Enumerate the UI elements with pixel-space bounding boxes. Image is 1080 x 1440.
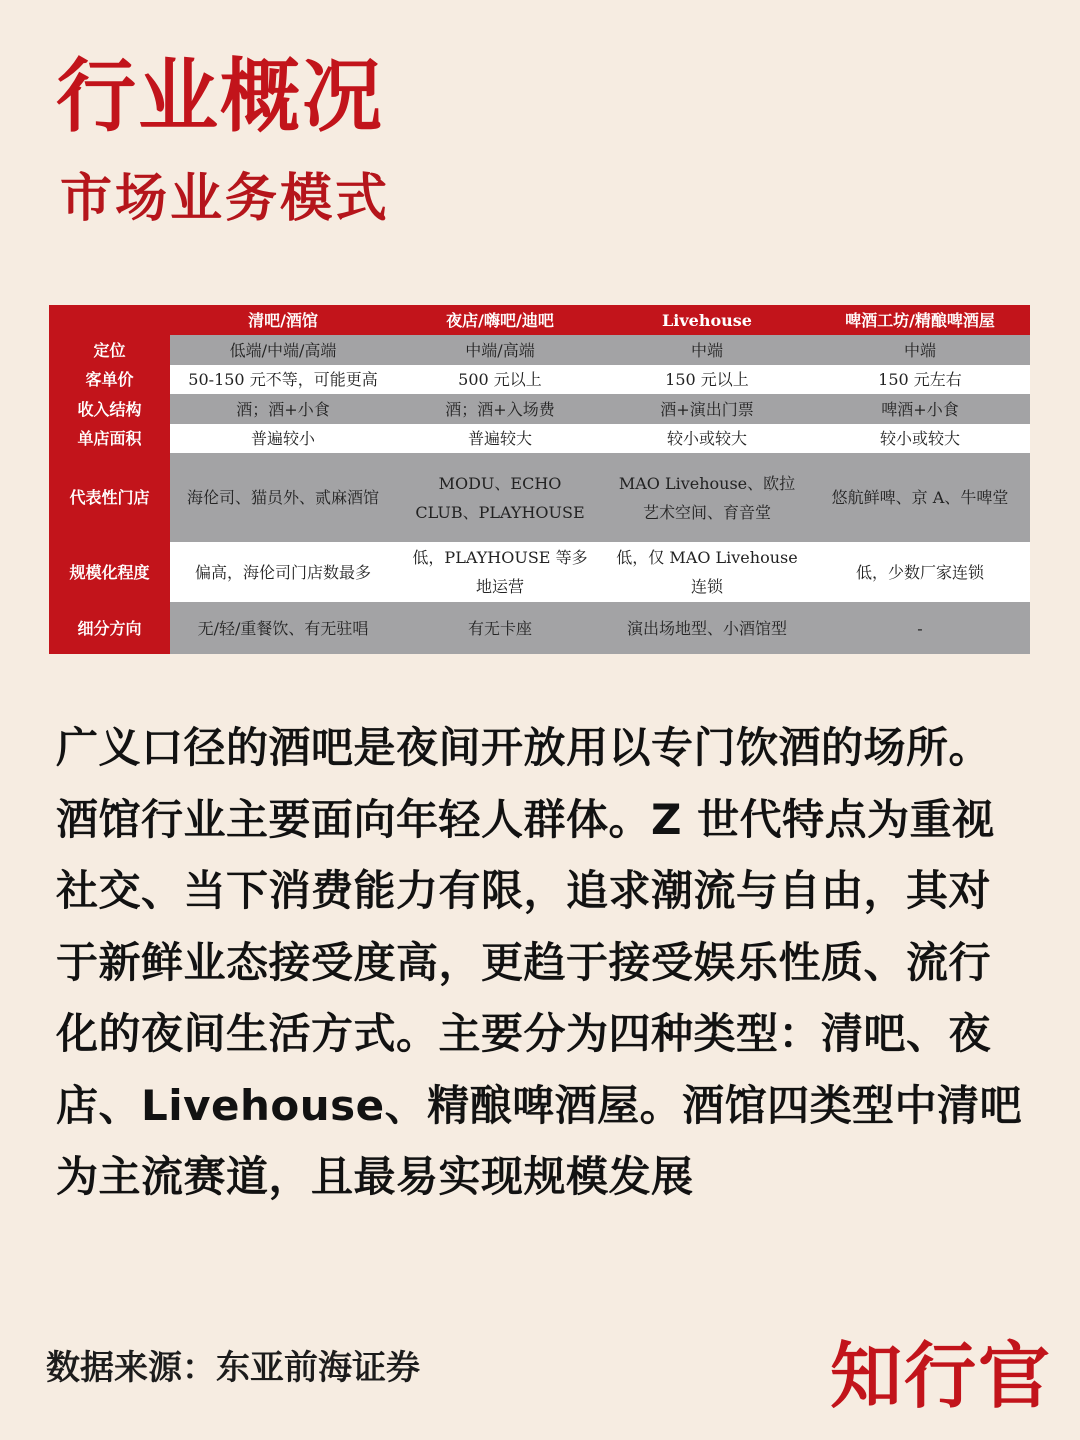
table-row bbox=[49, 335, 1030, 365]
table-row bbox=[49, 453, 1030, 542]
table-cell: 酒；酒+小食 bbox=[170, 394, 396, 424]
data-source: 数据来源：东亚前海证券 bbox=[46, 1348, 420, 1388]
table-cell: 啤酒+小食 bbox=[810, 394, 1030, 424]
comparison-table bbox=[49, 305, 1030, 654]
column-header-livehouse: Livehouse bbox=[604, 305, 810, 335]
table-header-row bbox=[49, 305, 1030, 335]
table-cell: 150 元以上 bbox=[604, 365, 810, 394]
table-cell: 低，PLAYHOUSE 等多地运营 bbox=[396, 542, 604, 602]
table-cell: 海伦司、猫员外、贰麻酒馆 bbox=[170, 453, 396, 542]
table-cell: 无/轻/重餐饮、有无驻唱 bbox=[170, 602, 396, 654]
table-cell: 较小或较大 bbox=[810, 424, 1030, 453]
table-cell: 酒；酒+入场费 bbox=[396, 394, 604, 424]
brand-logo: 知行官 bbox=[829, 1333, 1052, 1418]
table-cell: 中端 bbox=[810, 335, 1030, 365]
table-cell: 低，仅 MAO Livehouse 连锁 bbox=[604, 542, 810, 602]
table-cell: 中端/高端 bbox=[396, 335, 604, 365]
row-label: 规模化程度 bbox=[49, 542, 170, 602]
table-row bbox=[49, 424, 1030, 453]
row-label: 定位 bbox=[49, 335, 170, 365]
column-header-nightclub: 夜店/嗨吧/迪吧 bbox=[396, 305, 604, 335]
table-cell: 有无卡座 bbox=[396, 602, 604, 654]
table-row bbox=[49, 602, 1030, 654]
table-row bbox=[49, 365, 1030, 394]
table-cell: 低，少数厂家连锁 bbox=[810, 542, 1030, 602]
table-cell: 中端 bbox=[604, 335, 810, 365]
table-corner-cell bbox=[49, 305, 170, 335]
table-cell: 偏高，海伦司门店数最多 bbox=[170, 542, 396, 602]
description-paragraph: 广义口径的酒吧是夜间开放用以专门饮酒的场所。酒馆行业主要面向年轻人群体。Z 世代特点为重视社交、当下消费能力有限，追求潮流与自由，其对于新鲜业态接受度高，更趋于接受娱乐性质、流行化的夜间生活方式。主要分为四种类型：清吧、夜店、Livehouse、精酿啤酒屋。酒馆四类型中清吧为主流赛道，且最易实现规模发展 bbox=[56, 723, 1023, 1201]
row-label: 细分方向 bbox=[49, 602, 170, 654]
table-cell: 普遍较小 bbox=[170, 424, 396, 453]
table-cell: 演出场地型、小酒馆型 bbox=[604, 602, 810, 654]
column-header-craft-beer: 啤酒工坊/精酿啤酒屋 bbox=[810, 305, 1030, 335]
table-cell: 悠航鲜啤、京 A、牛啤堂 bbox=[810, 453, 1030, 542]
table-cell: 较小或较大 bbox=[604, 424, 810, 453]
page-title: 行业概况 bbox=[56, 49, 384, 143]
table-cell: 普遍较大 bbox=[396, 424, 604, 453]
table-cell: 50-150 元不等，可能更高 bbox=[170, 365, 396, 394]
table-cell: MODU、ECHO CLUB、PLAYHOUSE bbox=[396, 453, 604, 542]
row-label: 单店面积 bbox=[49, 424, 170, 453]
table-row bbox=[49, 542, 1030, 602]
table-cell: 低端/中端/高端 bbox=[170, 335, 396, 365]
row-label: 收入结构 bbox=[49, 394, 170, 424]
page-subtitle: 市场业务模式 bbox=[60, 168, 391, 229]
row-label: 客单价 bbox=[49, 365, 170, 394]
table-cell: 500 元以上 bbox=[396, 365, 604, 394]
table-cell: MAO Livehouse、欧拉艺术空间、育音堂 bbox=[604, 453, 810, 542]
row-label: 代表性门店 bbox=[49, 453, 170, 542]
column-header-qingba: 清吧/酒馆 bbox=[170, 305, 396, 335]
table-cell: 酒+演出门票 bbox=[604, 394, 810, 424]
table-cell: 150 元左右 bbox=[810, 365, 1030, 394]
table-cell: - bbox=[810, 602, 1030, 654]
table-row bbox=[49, 394, 1030, 424]
